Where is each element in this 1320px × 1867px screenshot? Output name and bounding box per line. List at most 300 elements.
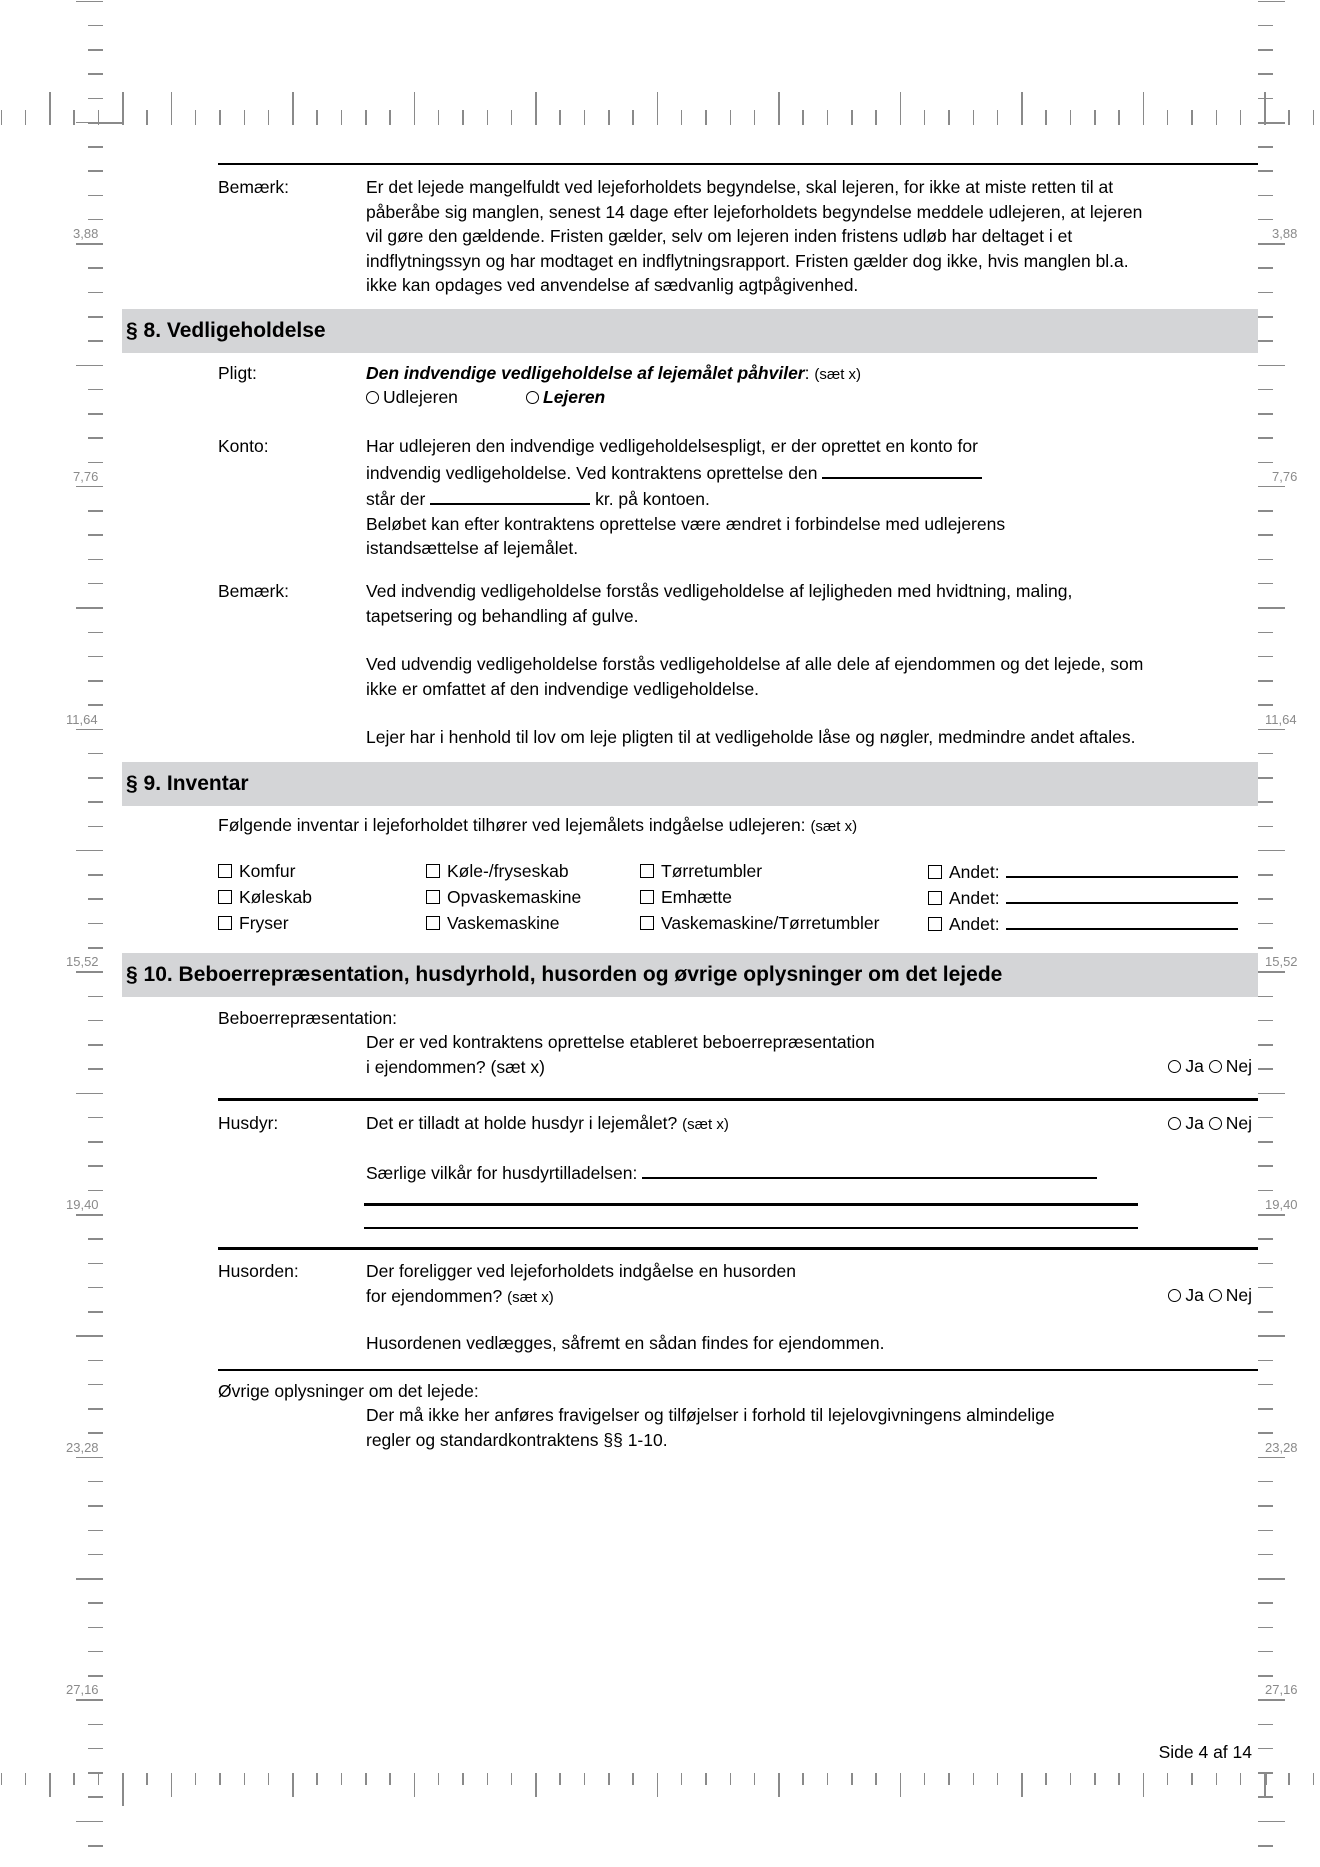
- ruler-tick: [875, 110, 877, 125]
- ruler-tick: [1258, 462, 1273, 464]
- checkbox-icon[interactable]: [640, 890, 654, 904]
- text: indvendig vedligeholdelse. Ved kontraktens oprettelse den: [366, 462, 818, 483]
- ruler-tick: [88, 1263, 103, 1265]
- ruler-tick: [341, 110, 343, 125]
- inventory-item[interactable]: [426, 910, 560, 936]
- ruler-tick: [88, 656, 103, 658]
- inventory-item[interactable]: [426, 884, 581, 910]
- ruler-tick: [88, 1068, 103, 1070]
- ruler-tick: [88, 583, 103, 585]
- ruler-tick: [584, 1773, 586, 1785]
- ruler-tick: [1258, 486, 1285, 488]
- ruler-tick: [88, 1020, 103, 1022]
- ruler-tick: [88, 1044, 103, 1046]
- ruler-tick: [244, 110, 246, 125]
- ruler-tick: [438, 110, 440, 125]
- ruler-label: 27,16: [1265, 1682, 1298, 1698]
- checkbox-icon[interactable]: [426, 916, 440, 930]
- ruler-tick: [1258, 316, 1273, 318]
- ruler-tick: [1258, 437, 1273, 439]
- ruler-tick: [1258, 996, 1273, 998]
- crop-mark: [1258, 122, 1285, 124]
- ruler-tick: [657, 1773, 659, 1797]
- ruler-tick: [88, 632, 103, 634]
- inventory-item[interactable]: [928, 884, 1238, 911]
- inventory-label: Opvaskemaskine: [447, 887, 582, 907]
- ruler-tick: [88, 680, 103, 682]
- hint-text: (sæt x): [507, 1288, 554, 1306]
- ruler-tick: [705, 110, 707, 125]
- ruler-tick: [88, 753, 103, 755]
- ruler-tick: [778, 1773, 780, 1797]
- section-title: § 8. Vedligeholdelse: [126, 319, 326, 342]
- konto-date-field[interactable]: [822, 459, 982, 479]
- crop-mark: [1265, 1773, 1267, 1785]
- ruler-tick: [365, 1773, 367, 1785]
- ruler-tick: [292, 92, 294, 125]
- ruler-tick: [88, 1432, 103, 1434]
- radio-circle-icon[interactable]: [526, 391, 539, 404]
- konto-label: Konto:: [218, 436, 269, 456]
- ruler-label: 23,28: [66, 1439, 99, 1455]
- checkbox-icon[interactable]: [928, 917, 942, 931]
- ruler-tick: [88, 1530, 103, 1532]
- inventory-item[interactable]: [218, 858, 295, 884]
- ruler-tick: [997, 110, 999, 125]
- ruler-tick: [88, 559, 103, 561]
- text-line: [366, 1284, 796, 1311]
- checkbox-icon[interactable]: [640, 916, 654, 930]
- bemaerk-p2: [366, 652, 1143, 701]
- ruler-tick: [1258, 850, 1285, 852]
- radio-circle-icon[interactable]: [1209, 1060, 1222, 1073]
- ruler-tick: [76, 486, 103, 488]
- inventory-item[interactable]: [640, 858, 762, 884]
- ruler-tick: [88, 874, 103, 876]
- husorden-label: Husorden:: [218, 1261, 299, 1281]
- ruler-tick: [1258, 1408, 1273, 1410]
- ruler-tick: [1258, 1627, 1273, 1629]
- ruler-tick: [88, 1651, 103, 1653]
- bemaerk-p3: Lejer har i henhold til lov om leje pligten til at vedligeholde låse og nøgler, medmindre andet aftales.: [366, 727, 1136, 747]
- ruler-tick: [88, 1408, 103, 1410]
- checkbox-icon[interactable]: [928, 865, 942, 879]
- ruler-tick: [1258, 1748, 1273, 1750]
- ruler-tick: [1258, 195, 1273, 197]
- ruler-tick: [754, 1773, 756, 1785]
- ruler-tick: [76, 850, 103, 852]
- ruler-tick: [802, 1773, 804, 1785]
- ruler-tick: [1258, 1093, 1285, 1095]
- checkbox-icon[interactable]: [928, 891, 942, 905]
- ruler-tick: [1070, 1773, 1072, 1785]
- ruler-tick: [88, 1287, 103, 1289]
- text-line: ikke kan opdages ved anvendelse af sædvanlig agtpågivenhed.: [366, 275, 859, 295]
- crop-mark: [122, 92, 124, 125]
- radio-circle-icon[interactable]: [366, 391, 379, 404]
- ruler-tick: [559, 110, 561, 125]
- radio-circle-icon[interactable]: [1209, 1117, 1222, 1130]
- inventory-label: Andet:: [949, 914, 1000, 934]
- ruler-tick: [1258, 704, 1273, 706]
- ruler-tick: [268, 1773, 270, 1785]
- ruler-tick: [438, 1773, 440, 1785]
- ruler-tick: [1070, 110, 1072, 125]
- text-line: påberåbe sig manglen, senest 14 dage efter lejeforholdets begyndelse meddele udlejeren, at lejeren: [366, 201, 1143, 222]
- text-line: Beløbet kan efter kontraktens oprettelse være ændret i forbindelse med udlejerens: [366, 513, 1006, 534]
- ruler-tick: [1258, 1505, 1273, 1507]
- husdyr-special-line-2[interactable]: [364, 1203, 1138, 1206]
- ruler-tick: [49, 1773, 51, 1797]
- ruler-tick: [88, 1675, 103, 1677]
- divider: [218, 1369, 1258, 1371]
- inventory-item[interactable]: [218, 884, 312, 910]
- divider: [218, 163, 1258, 165]
- inventory-label: Fryser: [239, 913, 289, 933]
- beboer-yes-no: [1168, 1054, 1252, 1079]
- ruler-tick: [948, 1773, 950, 1785]
- ruler-tick: [462, 110, 464, 125]
- ruler-tick: [1258, 413, 1273, 415]
- beboer-text: [366, 1030, 875, 1079]
- inventory-item[interactable]: [640, 884, 732, 910]
- no-option[interactable]: [1209, 1056, 1252, 1076]
- ruler-tick: [146, 1773, 148, 1785]
- andet-field[interactable]: [1006, 858, 1238, 878]
- top-remark-label: Bemærk:: [218, 177, 289, 197]
- text-line: Er det lejede mangelfuldt ved lejeforholdets begyndelse, skal lejeren, for ikke at miste retten til at: [366, 177, 1114, 197]
- ruler-tick: [1258, 971, 1285, 973]
- ruler-tick: [1258, 1117, 1273, 1119]
- ruler-tick: [195, 110, 197, 125]
- ruler-tick: [1258, 1845, 1273, 1847]
- ruler-label: 3,88: [1272, 226, 1298, 242]
- konto-text: [366, 434, 1005, 561]
- ruler-tick: [1258, 1141, 1273, 1143]
- ruler-tick: [632, 1773, 634, 1785]
- checkbox-icon[interactable]: [426, 890, 440, 904]
- ruler-tick: [88, 1554, 103, 1556]
- ruler-tick: [389, 110, 391, 125]
- divider: [218, 1098, 1258, 1101]
- ruler-tick: [1021, 1773, 1023, 1797]
- ruler-tick: [88, 1384, 103, 1386]
- ruler-tick: [948, 110, 950, 125]
- ruler-tick: [1313, 110, 1315, 125]
- andet-field[interactable]: [1006, 910, 1238, 930]
- ruler-tick: [88, 1772, 103, 1774]
- ruler-label: 11,64: [66, 711, 98, 727]
- inventory-label: Vaskemaskine: [447, 913, 560, 933]
- ruler-tick: [76, 971, 103, 973]
- ruler-tick: [88, 1141, 103, 1143]
- ruler-tick: [1045, 110, 1047, 125]
- andet-field[interactable]: [1006, 884, 1238, 904]
- inventory-label: Emhætte: [661, 887, 732, 907]
- ruler-tick: [1313, 1773, 1315, 1785]
- ruler-tick: [1258, 680, 1273, 682]
- yes-option[interactable]: [1168, 1285, 1203, 1305]
- ruler-tick: [76, 1335, 103, 1337]
- ruler-tick: [1258, 923, 1273, 925]
- ruler-tick: [1258, 1263, 1273, 1265]
- radio-circle-icon[interactable]: [1209, 1289, 1222, 1302]
- ruler-tick: [88, 340, 103, 342]
- text-line: [366, 485, 1005, 512]
- ruler-tick: [268, 110, 270, 125]
- ruler-tick: [88, 1117, 103, 1119]
- ruler-tick: [1258, 801, 1273, 803]
- ruler-tick: [88, 195, 103, 197]
- ruler-label: 7,76: [1272, 468, 1298, 484]
- ruler-tick: [487, 1773, 489, 1785]
- ruler-tick: [875, 1773, 877, 1785]
- ruler-tick: [76, 607, 103, 609]
- ruler-tick: [900, 92, 902, 125]
- ruler-tick: [88, 1748, 103, 1750]
- ruler-tick: [1258, 1602, 1273, 1604]
- bemaerk-label: Bemærk:: [218, 581, 289, 601]
- ruler-tick: [88, 826, 103, 828]
- text: kr. på kontoen.: [595, 489, 710, 509]
- ruler-tick: [1258, 656, 1273, 658]
- ruler-tick: [219, 1773, 221, 1785]
- text-line: Ved udvendig vedligeholdelse forstås vedligeholdelse af alle dele af ejendommen og det lejede, som: [366, 654, 1144, 674]
- ruler-tick: [1258, 1238, 1273, 1240]
- radio-circle-icon[interactable]: [1168, 1289, 1181, 1302]
- punct: :: [804, 363, 810, 383]
- section-10-header: [122, 953, 1258, 997]
- option-label: Lejeren: [543, 387, 606, 407]
- konto-amount-field[interactable]: [430, 485, 590, 505]
- option-label: Ja: [1185, 1056, 1204, 1076]
- inventory-label: Tørretumbler: [661, 861, 763, 881]
- ruler-tick: [851, 110, 853, 125]
- ruler-tick: [705, 1773, 707, 1785]
- ruler-label: 19,40: [66, 1197, 99, 1212]
- ruler-tick: [1258, 73, 1273, 75]
- ruler-tick: [88, 534, 103, 536]
- ruler-tick: [1258, 49, 1273, 51]
- ruler-tick: [778, 92, 780, 125]
- yes-option[interactable]: [1168, 1113, 1203, 1133]
- radio-circle-icon[interactable]: [1168, 1117, 1181, 1130]
- ruler-tick: [76, 1821, 103, 1823]
- ruler-tick: [171, 92, 173, 125]
- section-title: § 9. Inventar: [126, 772, 249, 795]
- checkbox-icon[interactable]: [218, 890, 232, 904]
- ruler-tick: [88, 1602, 103, 1604]
- ruler-tick: [730, 1773, 732, 1785]
- ruler-tick: [88, 389, 103, 391]
- no-option[interactable]: [1209, 1113, 1252, 1133]
- ruler-tick: [1216, 110, 1218, 125]
- option-label: Ja: [1185, 1285, 1204, 1305]
- ruler-tick: [1258, 1, 1285, 3]
- ruler-label: 3,88: [73, 226, 99, 242]
- ruler-tick: [1143, 1773, 1145, 1797]
- ruler-tick: [462, 1773, 464, 1785]
- ruler-tick: [1258, 1651, 1273, 1653]
- ruler-tick: [1021, 92, 1023, 125]
- beboer-label: Beboerrepræsentation:: [218, 1008, 397, 1028]
- ruler-tick: [1258, 146, 1273, 148]
- ruler-tick: [316, 110, 318, 125]
- inventory-item[interactable]: [928, 910, 1238, 937]
- inventory-item[interactable]: [640, 910, 880, 936]
- text: står der: [366, 489, 426, 509]
- ruler-tick: [76, 1, 103, 3]
- text-line: ikke er omfattet af den indvendige vedligeholdelse.: [366, 678, 760, 699]
- option-label: Ja: [1185, 1113, 1204, 1133]
- ruler-tick: [1258, 753, 1273, 755]
- ruler-tick: [1143, 92, 1145, 125]
- pligt-label: Pligt:: [218, 363, 257, 383]
- ruler-tick: [88, 146, 103, 148]
- ruler-tick: [1258, 1481, 1273, 1483]
- crop-mark: [122, 1773, 124, 1806]
- ruler-tick: [1258, 583, 1273, 585]
- bemaerk-p1: [366, 579, 1072, 628]
- checkbox-icon[interactable]: [640, 864, 654, 878]
- inventory-label: Komfur: [239, 861, 296, 881]
- ruler-tick: [389, 1773, 391, 1785]
- ruler-tick: [1258, 1432, 1273, 1434]
- divider: [218, 1247, 1258, 1250]
- pligt-options: [366, 385, 606, 410]
- section-9-header: [122, 762, 1258, 806]
- ruler-tick: [1258, 1214, 1285, 1216]
- husorden-note: Husordenen vedlægges, såfremt en sådan findes for ejendommen.: [366, 1333, 885, 1353]
- section-title: § 10. Beboerrepræsentation, husdyrhold, husorden og øvrige oplysninger om det lejede: [126, 963, 1003, 986]
- ruler-tick: [1264, 92, 1266, 125]
- ruler-tick: [88, 1311, 103, 1313]
- husdyr-special: [366, 1159, 1097, 1186]
- ruler-tick: [88, 73, 103, 75]
- ruler-tick: [1258, 826, 1273, 828]
- ruler-tick: [1258, 1020, 1273, 1022]
- ruler-tick: [88, 947, 103, 949]
- inventory-label: Køle-/fryseskab: [447, 861, 569, 881]
- ruler-label: 15,52: [66, 954, 99, 970]
- ruler-tick: [1258, 25, 1273, 27]
- ruler-tick: [1, 1773, 3, 1785]
- ruler-tick: [511, 110, 513, 125]
- ruler-tick: [88, 25, 103, 27]
- option-lejeren[interactable]: [526, 385, 605, 410]
- ruler-tick: [681, 110, 683, 125]
- ruler-label: 7,76: [73, 468, 99, 484]
- ruler-tick: [1258, 365, 1285, 367]
- option-udlejeren[interactable]: [366, 387, 458, 407]
- ruler-tick: [535, 1773, 537, 1797]
- inventory-intro: [218, 813, 857, 840]
- ruler-tick: [88, 1796, 103, 1798]
- ruler-tick: [88, 1481, 103, 1483]
- text-line: indflytningssyn og har modtaget en indflytningsrapport. Fristen gælder dog ikke, hvis manglen bl.a.: [366, 250, 1129, 271]
- text-line: [366, 459, 1005, 486]
- husdyr-special-line-3[interactable]: [364, 1227, 1138, 1229]
- inventory-item[interactable]: [426, 858, 569, 884]
- ruler-tick: [49, 92, 51, 125]
- ruler-tick: [316, 1773, 318, 1785]
- ruler-tick: [219, 110, 221, 125]
- ruler-tick: [25, 1773, 27, 1785]
- text-line: regler og standardkontraktens §§ 1-10.: [366, 1429, 668, 1450]
- ruler-tick: [973, 1773, 975, 1785]
- ruler-tick: [88, 1627, 103, 1629]
- inventory-label: Andet:: [949, 862, 1000, 882]
- ruler-tick: [73, 110, 75, 125]
- ruler-tick: [754, 110, 756, 125]
- ruler-tick: [924, 1773, 926, 1785]
- ruler-tick: [76, 1093, 103, 1095]
- pligt-question: [366, 361, 861, 388]
- ruler-tick: [997, 1773, 999, 1785]
- ruler-tick: [88, 996, 103, 998]
- ruler-tick: [1258, 1821, 1285, 1823]
- yes-option[interactable]: [1168, 1056, 1203, 1076]
- ruler-tick: [1258, 510, 1273, 512]
- ruler-tick: [1258, 874, 1273, 876]
- ruler-tick: [292, 1773, 294, 1797]
- ruler-tick: [1258, 1724, 1273, 1726]
- inventory-item[interactable]: [218, 910, 289, 936]
- ruler-tick: [1258, 1554, 1273, 1556]
- ruler-tick: [76, 243, 103, 245]
- ruler-tick: [88, 1724, 103, 1726]
- ruler-tick: [584, 110, 586, 125]
- ruler-tick: [1258, 292, 1273, 294]
- ruler-tick: [730, 110, 732, 125]
- ruler-tick: [1240, 110, 1242, 125]
- ruler-tick: [76, 365, 103, 367]
- ruler-label: 27,16: [66, 1682, 99, 1698]
- ruler-tick: [1258, 1360, 1273, 1362]
- ruler-tick: [88, 801, 103, 803]
- ruler-tick: [88, 219, 103, 221]
- oevrige-label: Øvrige oplysninger om det lejede:: [218, 1381, 479, 1401]
- ruler-tick: [1258, 1457, 1285, 1459]
- ruler-tick: [1258, 947, 1273, 949]
- radio-circle-icon[interactable]: [1168, 1060, 1181, 1073]
- ruler-tick: [1258, 729, 1285, 731]
- ruler-tick: [1258, 1335, 1285, 1337]
- ruler-tick: [608, 110, 610, 125]
- ruler-tick: [1258, 340, 1273, 342]
- no-option[interactable]: [1209, 1285, 1252, 1305]
- inventory-item[interactable]: [928, 858, 1238, 885]
- ruler-tick: [1258, 219, 1273, 221]
- ruler-tick: [1258, 1044, 1273, 1046]
- hint-text: (sæt x): [814, 366, 862, 383]
- ruler-tick: [88, 316, 103, 318]
- ruler-tick: [88, 898, 103, 900]
- ruler-tick: [1258, 1068, 1273, 1070]
- checkbox-icon[interactable]: [218, 916, 232, 930]
- husdyr-question: [366, 1111, 729, 1138]
- ruler-tick: [88, 1845, 103, 1847]
- text-line: Ved indvendig vedligeholdelse forstås vedligeholdelse af lejligheden med hvidtning, maling,: [366, 581, 1073, 601]
- husdyr-special-field[interactable]: [642, 1159, 1097, 1179]
- checkbox-icon[interactable]: [426, 864, 440, 878]
- ruler-label: 19,40: [1265, 1197, 1298, 1212]
- ruler-tick: [25, 110, 27, 125]
- husdyr-yes-no: [1168, 1111, 1252, 1136]
- ruler-tick: [1258, 898, 1273, 900]
- ruler-tick: [88, 437, 103, 439]
- checkbox-icon[interactable]: [218, 864, 232, 878]
